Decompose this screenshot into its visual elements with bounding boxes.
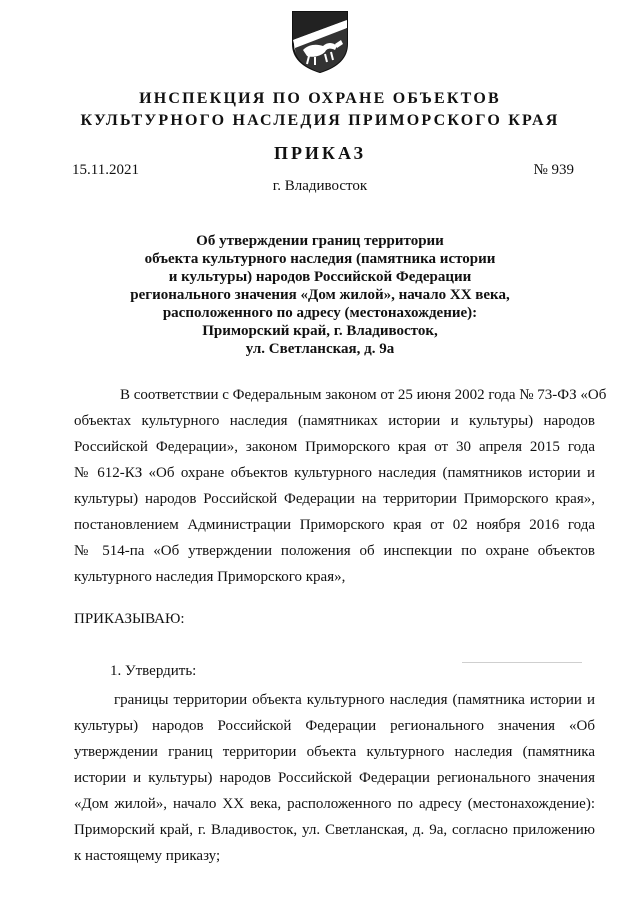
title-line: Приморский край, г. Владивосток, [202, 323, 438, 339]
paragraph-line: постановлением Администрации Приморского края от 02 ноября 2016 года [74, 517, 595, 533]
paragraph-line: истории и культуры) народов Российской Федерации регионального значения [74, 770, 595, 786]
document-date: 15.11.2021 [72, 162, 139, 178]
document-number: № 939 [533, 162, 574, 178]
title-line: объекта культурного наследия (памятника истории [144, 251, 496, 267]
paragraph-line: № 612-КЗ «Об охране объектов культурного наследия (памятников истории и [74, 465, 595, 481]
paragraph-line: границы территории объекта культурного наследия (памятника истории и [114, 692, 595, 708]
paragraph-line: «Дом жилой», начало XX века, расположенного по адресу (местонахождение): [74, 796, 595, 812]
divider [462, 662, 582, 663]
paragraph-line: утверждении границ территории объекта культурного наследия (памятника [74, 744, 595, 760]
item-1-paragraph [74, 687, 595, 869]
paragraph-line: Российской Федерации», законом Приморского края от 30 апреля 2015 года [74, 439, 595, 455]
title-line: расположенного по адресу (местонахождение): [162, 305, 478, 321]
paragraph-line: культурного наследия Приморского края», [74, 569, 346, 585]
paragraph-line: культуры) народов Российской Федерации на территории Приморского края», [74, 491, 595, 507]
order-word: ПРИКАЗЫВАЮ: [74, 611, 185, 627]
document-city: г. Владивосток [272, 178, 368, 194]
org-name-line1: ИНСПЕКЦИЯ ПО ОХРАНЕ ОБЪЕКТОВ [139, 90, 501, 107]
title-line: Об утверждении границ территории [196, 233, 444, 249]
paragraph-line: Приморский край, г. Владивосток, ул. Светланская, д. 9а, согласно приложению [74, 822, 595, 838]
paragraph-line: культуры) народов Российской Федерации регионального значения «Об [74, 718, 595, 734]
item-1-label: 1. Утвердить: [110, 663, 197, 679]
title-line: и культуры) народов Российской Федерации [168, 269, 472, 285]
title-line: регионального значения «Дом жилой», начало XX века, [130, 287, 510, 303]
preamble-paragraph [74, 382, 607, 590]
paragraph-line: к настоящему приказу; [74, 848, 221, 864]
title-line: ул. Светланская, д. 9а [245, 341, 395, 357]
paragraph-line: В соответствии с Федеральным законом от 25 июня 2002 года № 73-ФЗ «Об [120, 387, 607, 403]
document-type: ПРИКАЗ [273, 143, 367, 163]
coat-of-arms-icon [291, 10, 349, 74]
document-title [0, 232, 640, 358]
paragraph-line: объектах культурного наследия (памятниках истории и культуры) народов [74, 413, 595, 429]
paragraph-line: № 514-па «Об утверждении положения об инспекции по охране объектов [74, 543, 595, 559]
org-name-line2: КУЛЬТУРНОГО НАСЛЕДИЯ ПРИМОРСКОГО КРАЯ [80, 112, 560, 129]
